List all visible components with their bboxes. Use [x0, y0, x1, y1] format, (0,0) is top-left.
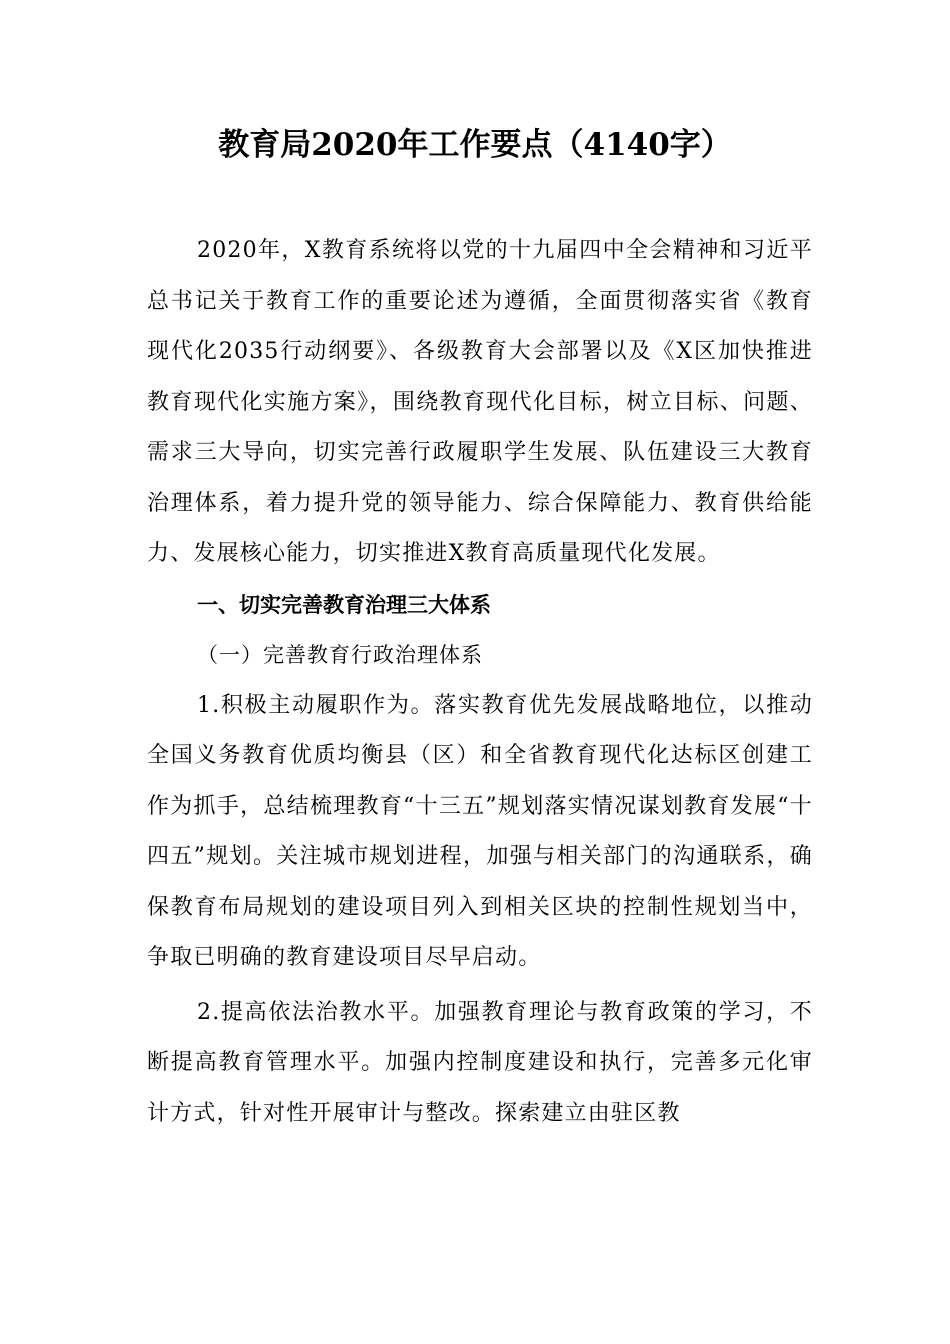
section-heading: 一、切实完善教育治理三大体系 [197, 592, 491, 617]
item-paragraph-1: 1.积极主动履职作为。落实教育优先发展战略地位，以推动全国义务教育优质均衡县（区）和全省教育现代化达标区创建工作为抓手，总结梳理教育“十三五”规划落实情况谋划教育发展“十四五”规划。关注城市规划进程，加强与相关部门的沟通联系，确保教育布局规划的建设项目列入到相关区块的控制性规划当中，争取已明确的教育建设项目尽早启动。 [147, 692, 813, 970]
subsection-heading: （一）完善教育行政治理体系 [197, 643, 483, 667]
item-paragraph-2: 2.提高依法治教水平。加强教育理论与教育政策的学习，不断提高教育管理水平。加强内控制度建设和执行，完善多元化审计方式，针对性开展审计与整改。探索建立由驻区教 [147, 999, 813, 1126]
document-title: 教育局2020年工作要点（4140字） [218, 127, 732, 163]
document-body [147, 226, 813, 1139]
intro-paragraph: 2020年，X教育系统将以党的十九届四中全会精神和习近平总书记关于教育工作的重要论述为遵循，全面贯彻落实省《教育现代化2035行动纲要》、各级教育大会部署以及《X区加快推进教育现代化实施方案》，围绕教育现代化目标，树立目标、问题、需求三大导向，切实完善行政履职学生发展、队伍建设三大教育治理体系，着力提升党的领导能力、综合保障能力、教育供给能力、发展核心能力，切实推进X教育高质量现代化发展。 [147, 238, 813, 566]
